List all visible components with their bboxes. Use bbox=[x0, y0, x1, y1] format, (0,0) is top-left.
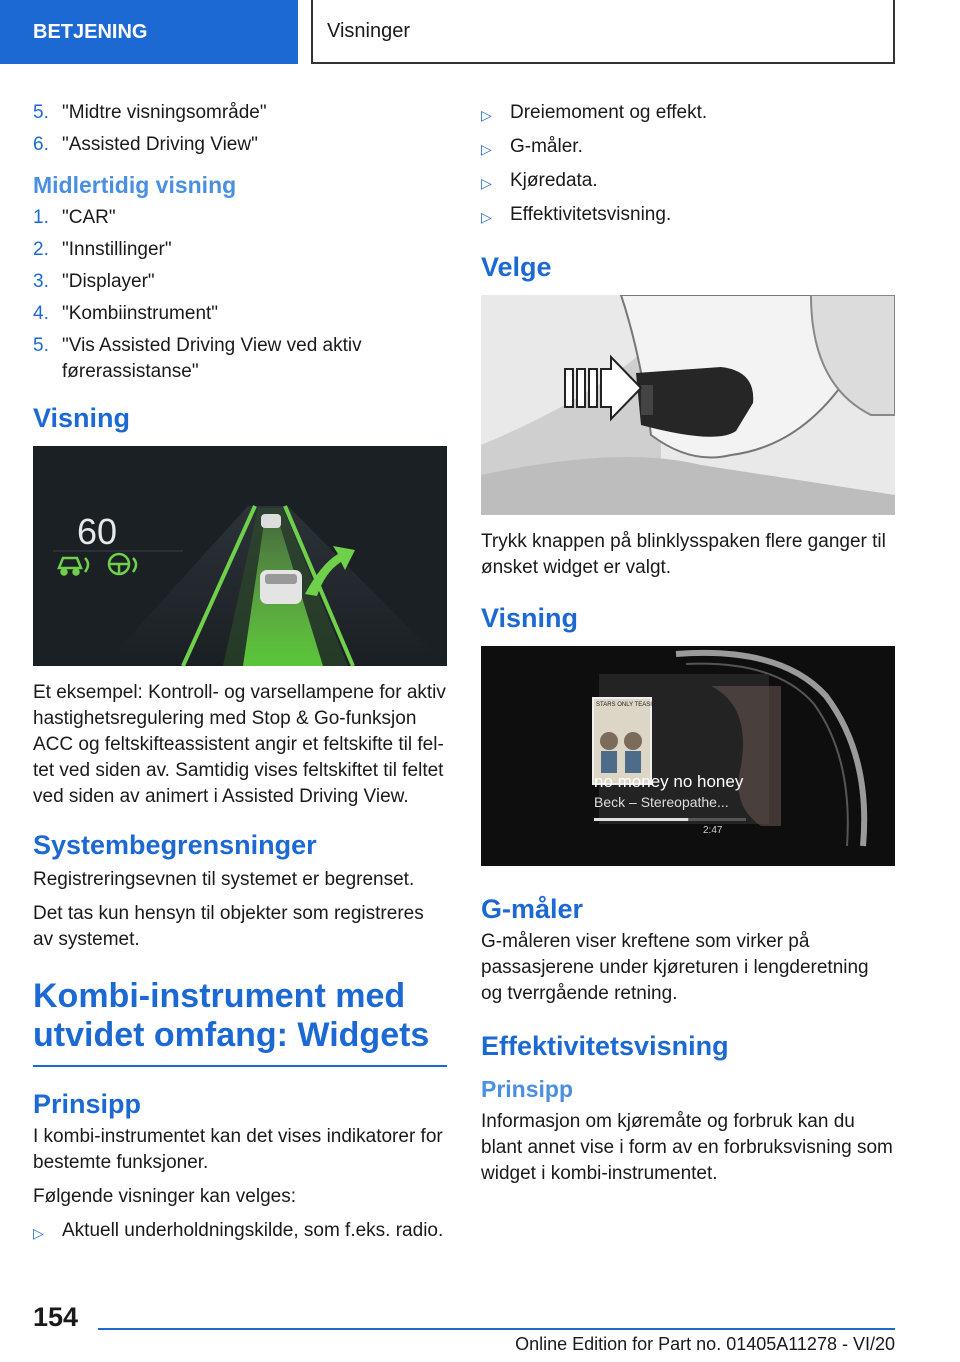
display-heading-right: Visning bbox=[481, 603, 579, 633]
list-item: ▷ Dreiemoment og effekt. bbox=[481, 102, 708, 123]
list-item: ▷ G-måler. bbox=[481, 136, 583, 157]
artist-name: Beck – Stereopathe... bbox=[594, 794, 729, 810]
list-item: ▷ Aktuell underholdningskilde, som f.eks. radio. bbox=[33, 1220, 444, 1241]
section-title: Visninger bbox=[311, 0, 895, 64]
system-limits-text-2: Det tas kun hensyn til objekter som registreres av systemet. bbox=[33, 903, 424, 950]
footer-rule bbox=[98, 1328, 895, 1330]
temporary-view-heading: Midlertidig visning bbox=[33, 172, 237, 198]
system-limits-heading: Systembegrensninger bbox=[33, 830, 317, 860]
turn-signal-lever-image bbox=[481, 295, 895, 515]
display-heading: Visning bbox=[33, 403, 131, 433]
numbered-list-b bbox=[33, 205, 447, 385]
display-caption: Et eksempel: Kontroll- og varsellampene for aktiv hastighetsregulering med Stop & Go-funksjon ACC og feltskifteassistent angir et feltskifte til feltet ved siden av. Samtidig vises feltskiftet til feltet ved siden av animert i Assisted Driving View. bbox=[33, 682, 446, 807]
principle-text-2: Følgende visninger kan velges: bbox=[33, 1186, 296, 1207]
list-item: 1. "CAR" bbox=[33, 207, 116, 228]
song-title: no money no honey bbox=[594, 772, 744, 791]
numbered-list-a bbox=[33, 100, 447, 158]
g-meter-heading: G-måler bbox=[481, 894, 584, 924]
principle-heading: Prinsipp bbox=[33, 1089, 142, 1119]
list-item: ▷ Kjøredata. bbox=[481, 170, 598, 191]
list-item: 3. "Displayer" bbox=[33, 271, 155, 292]
list-item: ▷ Effektivitetsvisning. bbox=[481, 204, 672, 225]
select-heading: Velge bbox=[481, 252, 552, 282]
select-caption: Trykk knappen på blinklysspaken flere ganger til ønsket widget er valgt. bbox=[481, 531, 886, 578]
efficiency-text: Informasjon om kjøremåte og forbruk kan du blant annet vise i form av en forbruksvisning som widget i kombi-instrumentet. bbox=[481, 1111, 893, 1184]
list-item: 6. "Assisted Driving View" bbox=[33, 134, 258, 155]
widget-list-left bbox=[33, 1218, 447, 1246]
chapter-heading: Kombi-instrument med utvidet omfang: Widgets bbox=[33, 977, 447, 1067]
left-column bbox=[33, 100, 447, 1252]
track-progress-bar bbox=[594, 818, 688, 821]
list-item: 5. "Vis Assisted Driving View ved aktiv førerassistanse" bbox=[33, 335, 362, 382]
page-number: 154 bbox=[33, 1302, 79, 1332]
widget-list-right bbox=[481, 100, 895, 230]
g-meter-text: G-måleren viser kreftene som virker på passasjerene under kjøreturen i lengderetning og tverrgående retning. bbox=[481, 931, 869, 1004]
right-column bbox=[481, 100, 895, 1195]
svg-text:STARS ONLY TEASING: STARS ONLY TEASING bbox=[596, 702, 661, 708]
media-widget-image bbox=[481, 646, 895, 866]
speed-readout: 60 bbox=[77, 511, 118, 552]
principle-text-1: I kombi-instrumentet kan det vises indikatorer for bestemte funksjoner. bbox=[33, 1126, 443, 1173]
list-item: 5. "Midtre visningsområde" bbox=[33, 102, 267, 123]
track-time: 2:47 bbox=[703, 825, 723, 836]
efficiency-principle-heading: Prinsipp bbox=[481, 1076, 574, 1102]
efficiency-heading: Effektivitetsvisning bbox=[481, 1031, 729, 1061]
chapter-tab: BETJENING bbox=[0, 0, 298, 64]
assisted-driving-view-image bbox=[33, 446, 447, 666]
list-item: 2. "Innstillinger" bbox=[33, 239, 172, 260]
system-limits-text-1: Registreringsevnen til systemet er begrenset. bbox=[33, 869, 415, 890]
list-item: 4. "Kombiinstrument" bbox=[33, 303, 219, 324]
edition-note: Online Edition for Part no. 01405A11278 - VI/20 bbox=[515, 1334, 895, 1354]
